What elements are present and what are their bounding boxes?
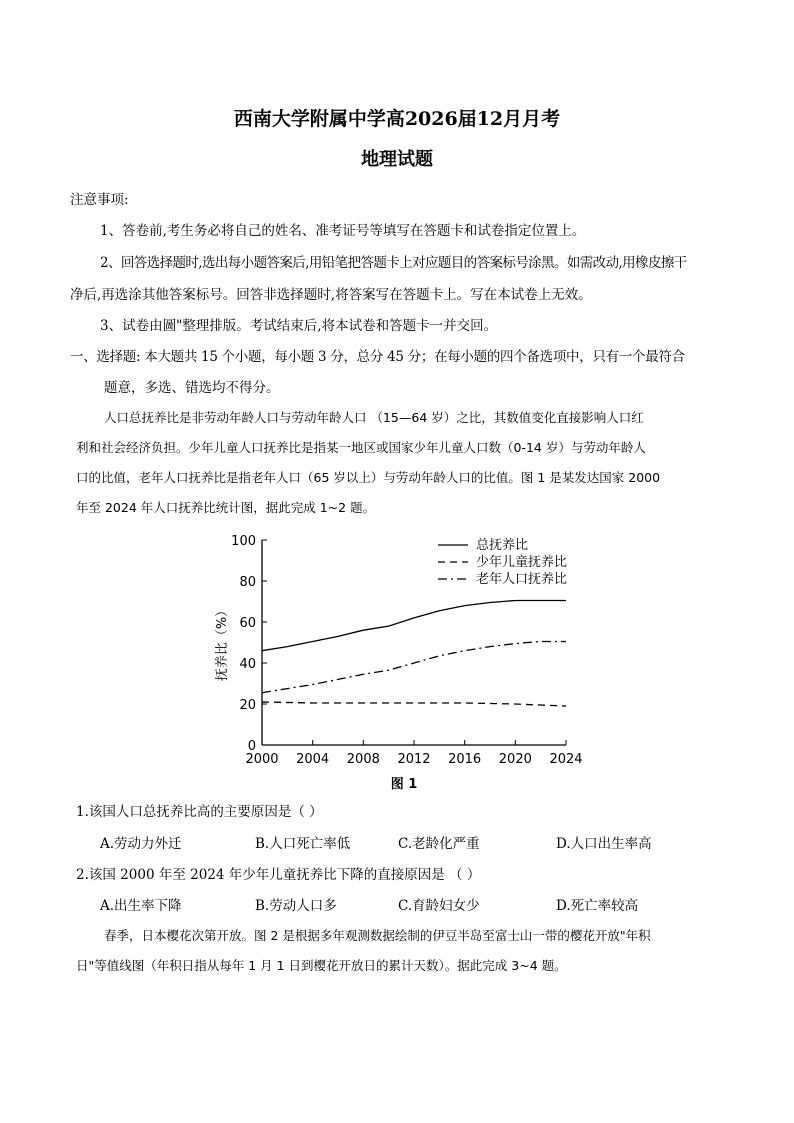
series-line-2 xyxy=(262,702,566,706)
notice-item-2: 2、回答选择题时,选出每小题答案后,用铅笔把答题卡上对应题目的答案标号涂黑。如需改动,用橡皮擦干 xyxy=(100,255,687,271)
notice-item-1: 1、答卷前,考生务必将自己的姓名、准考证号等填写在答题卡和试卷指定位置上。 xyxy=(100,223,586,239)
q2-option-a: A.出生率下降 xyxy=(100,898,182,914)
passage-1-line-3: 口的比值，老年人口抚养比是指老年人口（65 岁以上）与劳动年龄人口的比值。图 1 是某发达国家 2000 xyxy=(76,470,661,485)
exam-title: 西南大学附属中学高2026届12月月考 xyxy=(233,108,561,130)
passage-1-line-2: 利和社会经济负担。少年儿童人口抚养比是指某一地区或国家少年儿童人口数（0-14 岁）与劳动年龄人 xyxy=(76,440,646,455)
x-tick-label: 2000 xyxy=(245,752,279,767)
y-tick-label: 100 xyxy=(231,534,256,549)
q2-option-b: B.劳动人口多 xyxy=(255,898,337,914)
legend-label-1: 总抚养比 xyxy=(476,538,529,553)
q1-option-b: B.人口死亡率低 xyxy=(255,836,351,852)
notice-item-3: 3、试卷由圖"整理排版。考试结束后,将本试卷和答题卡一并交回。 xyxy=(100,318,498,334)
legend-label-2: 少年儿童抚养比 xyxy=(476,555,568,570)
q2-option-d: D.死亡率较高 xyxy=(556,898,639,914)
x-tick-label: 2012 xyxy=(397,752,431,767)
y-tick-label: 80 xyxy=(239,575,256,590)
q1-option-c: C.老龄化严重 xyxy=(398,836,480,852)
series-line-3 xyxy=(262,641,566,692)
q1-option-d: D.人口出生率高 xyxy=(556,836,652,852)
y-tick-label: 40 xyxy=(239,657,256,672)
section-heading-cont: 题意，多选、错选均不得分。 xyxy=(104,380,280,396)
series-line-1 xyxy=(262,600,566,650)
exam-subject: 地理试题 xyxy=(361,149,433,170)
x-tick-label: 2024 xyxy=(549,752,583,767)
passage-1-line-1: 人口总抚养比是非劳动年龄人口与劳动年龄人口 （15—64 岁）之比，其数值变化直接影响人口红 xyxy=(104,410,644,425)
y-tick-label: 60 xyxy=(239,616,256,631)
notice-item-2-cont: 净后,再选涂其他答案标号。回答非选择题时,将答案写在答题卡上。写在本试卷上无效。 xyxy=(70,287,592,303)
notice-heading: 注意事项: xyxy=(70,192,129,208)
y-tick-label: 0 xyxy=(247,739,256,754)
x-tick-label: 2008 xyxy=(346,752,380,767)
y-axis-label: 抚养比（%） xyxy=(215,603,230,682)
passage-2-line-1: 春季，日本樱花次第开放。图 2 是根据多年观测数据绘制的伊豆半岛至富士山一带的樱花开放"年积 xyxy=(104,928,651,943)
passage-2-line-2: 日"等值线图（年积日指从每年 1 月 1 日到樱花开放日的累计天数）。据此完成 3~4 题。 xyxy=(76,958,567,973)
x-tick-label: 2016 xyxy=(448,752,482,767)
x-tick-label: 2020 xyxy=(498,752,532,767)
passage-1-line-4: 年至 2024 年人口抚养比统计图，据此完成 1~2 题。 xyxy=(76,500,376,515)
legend-label-3: 老年人口抚养比 xyxy=(476,572,568,587)
section-heading: 一、选择题: 本大题共 15 个小题，每小题 3 分，总分 45 分；在每小题的四个备选项中，只有一个最符合 xyxy=(70,349,685,365)
y-tick-label: 20 xyxy=(239,698,256,713)
x-tick-label: 2004 xyxy=(296,752,330,767)
q2-option-c: C.育龄妇女少 xyxy=(398,898,480,914)
question-1-stem: 1.该国人口总抚养比高的主要原因是（ ） xyxy=(76,804,323,820)
dependency-ratio-chart xyxy=(200,528,600,803)
chart-caption: 图 1 xyxy=(390,777,418,792)
question-2-stem: 2.该国 2000 年至 2024 年少年儿童抚养比下降的直接原因是 （ ） xyxy=(76,867,481,883)
q1-option-a: A.劳动力外迁 xyxy=(100,836,182,852)
